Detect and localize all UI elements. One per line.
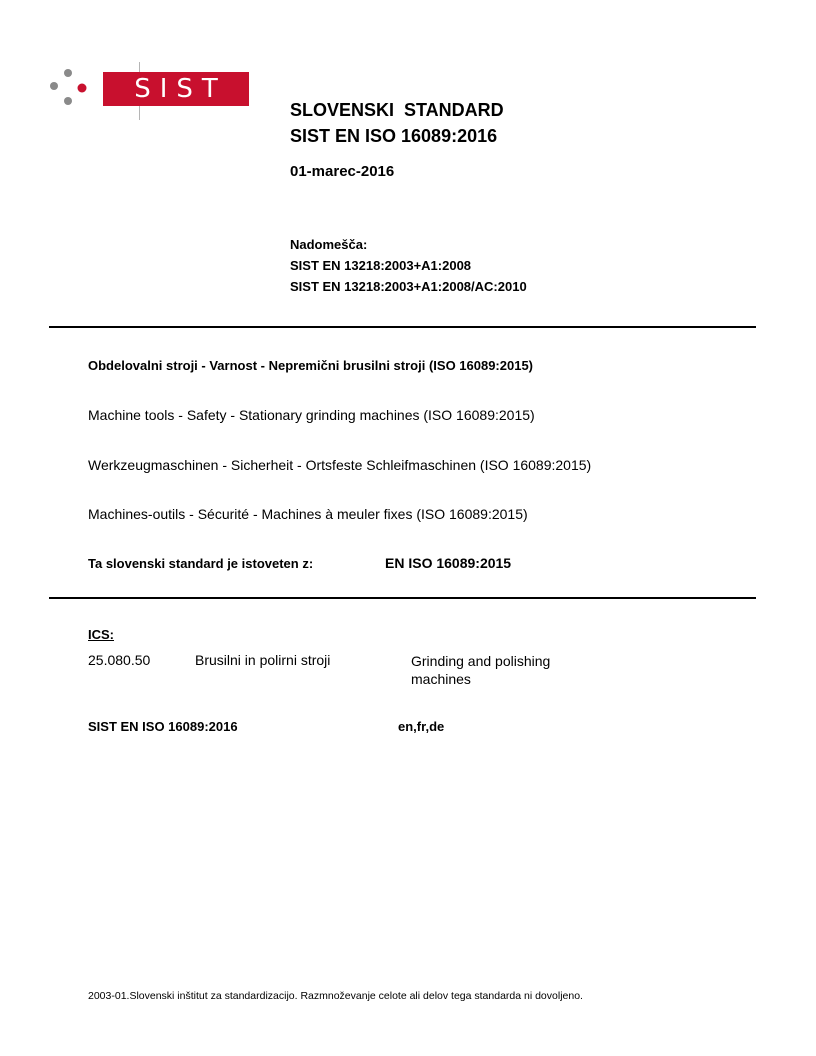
logo-wordmark: SIST [103,72,249,106]
divider-bottom [49,597,756,599]
sist-logo [44,62,227,122]
divider-top [49,326,756,328]
ics-description-sl: Brusilni in polirni stroji [195,652,331,668]
ics-label: ICS: [88,627,114,642]
standard-code: SIST EN ISO 16089:2016 [290,126,498,146]
standard-type: SLOVENSKI STANDARD [290,100,504,120]
ics-code: 25.080.50 [88,652,151,668]
publication-date: 01-marec-2016 [290,163,395,180]
replaced-standard-1: SIST EN 13218:2003+A1:2008 [290,258,472,273]
identical-label: Ta slovenski standard je istoveten z: [88,556,314,571]
ics-description-en: Grinding and polishing machines [411,653,551,687]
standard-heading [290,97,504,149]
title-en: Machine tools - Safety - Stationary grinding machines (ISO 16089:2015) [88,407,535,423]
title-fr: Machines-outils - Sécurité - Machines à meuler fixes (ISO 16089:2015) [88,506,528,522]
replaces-block [290,234,527,297]
copyright-notice: 2003-01.Slovenski inštitut za standardizacijo. Razmnoževanje celote ali delov tega standarda ni dovoljeno. [88,990,583,1002]
title-sl: Obdelovalni stroji - Varnost - Nepremični brusilni stroji (ISO 16089:2015) [88,358,534,373]
identical-value: EN ISO 16089:2015 [385,555,512,571]
replaced-standard-2: SIST EN 13218:2003+A1:2008/AC:2010 [290,279,527,294]
title-de: Werkzeugmaschinen - Sicherheit - Ortsfeste Schleifmaschinen (ISO 16089:2015) [88,457,592,473]
footer-languages: en,fr,de [398,719,445,734]
replaces-label: Nadomešča: [290,237,368,252]
footer-standard-code: SIST EN ISO 16089:2016 [88,719,238,734]
logo-dots-icon [44,62,94,112]
